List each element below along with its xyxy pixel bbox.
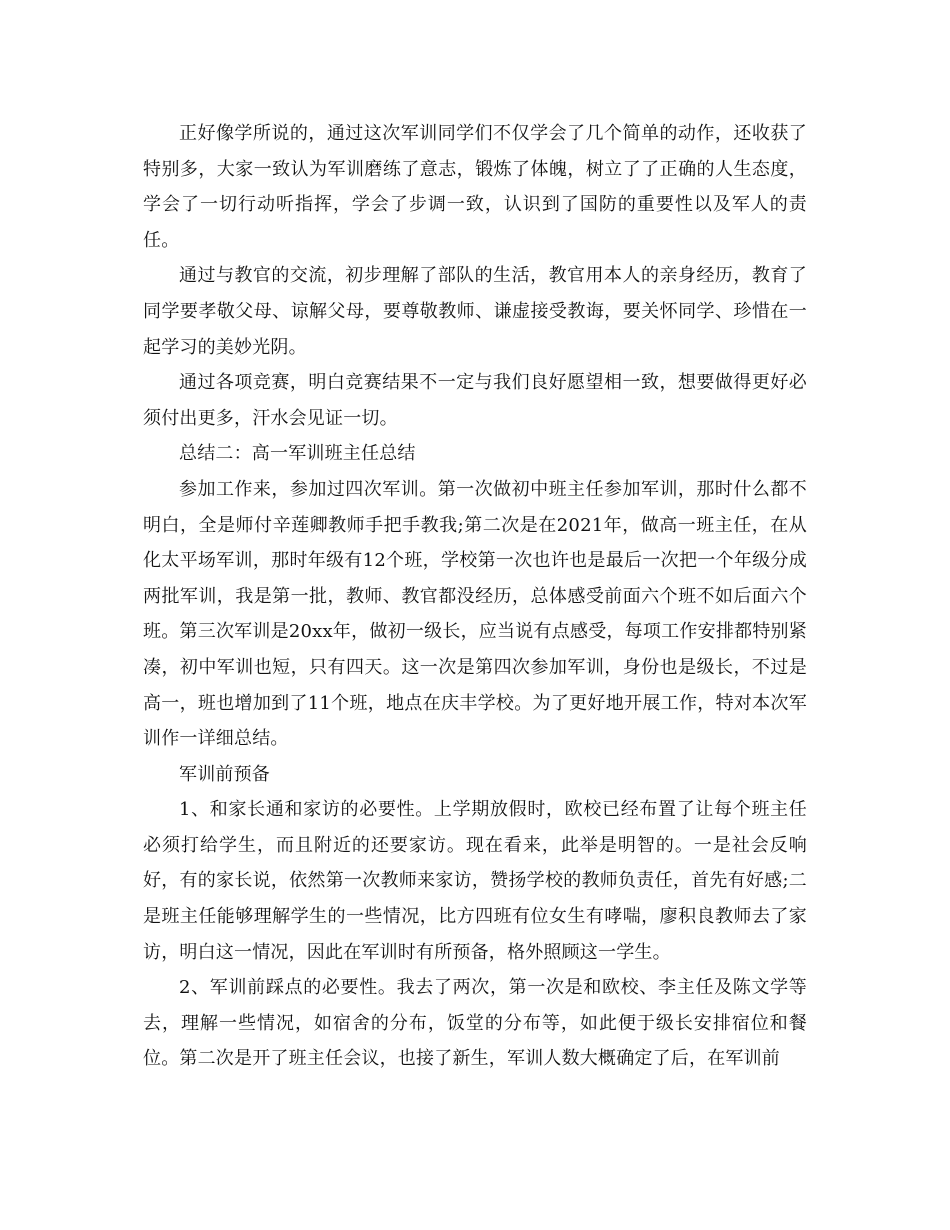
section-heading-summary-two: 总结二：高一军训班主任总结 <box>179 443 416 465</box>
document-body <box>143 116 807 1077</box>
paragraph-military-training-gains: 正好像学所说的，通过这次军训同学们不仅学会了几个简单的动作，还收获了特别多，大家一致认为军训磨练了意志，锻炼了体魄，树立了了正确的人生态度，学会了一切行动听指挥，学会了步调一致，认识到了国防的重要性以及军人的责任。 <box>143 123 807 251</box>
paragraph-competitions: 通过各项竞赛，明白竞赛结果不一定与我们良好愿望相一致，想要做得更好必须付出更多，汗水会见证一切。 <box>143 372 807 429</box>
section-heading-preparation: 军训前预备 <box>179 763 270 785</box>
paragraph-site-survey: 2、军训前踩点的必要性。我去了两次，第一次是和欧校、李主任及陈文学等去，理解一些情况，如宿舍的分布，饭堂的分布等，如此便于级长安排宿位和餐位。第二次是开了班主任会议，也接了新生，军训人数大概确定了后，在军训前 <box>143 977 807 1070</box>
paragraph-home-visits: 1、和家长通和家访的必要性。上学期放假时，欧校已经布置了让每个班主任必须打给学生，而且附近的还要家访。现在看来，此举是明智的。一是社会反响好，有的家长说，依然第一次教师来家访，赞扬学校的教师负责任，首先有好感;二是班主任能够理解学生的一些情况，比方四班有位女生有哮喘，廖积良教师去了家访，明白这一情况，因此在军训时有所预备，格外照顾这一学生。 <box>143 799 807 963</box>
paragraph-instructor-exchange: 通过与教官的交流，初步理解了部队的生活，教官用本人的亲身经历，教育了同学要孝敬父母、谅解父母，要尊敬教师、谦虚接受教诲，要关怀同学、珍惜在一起学习的美妙光阴。 <box>143 265 807 358</box>
paragraph-four-trainings: 参加工作来，参加过四次军训。第一次做初中班主任参加军训，那时什么都不明白，全是师付辛莲卿教师手把手教我;第二次是在2021年，做高一班主任，在从化太平场军训，那时年级有12个班，学校第一次也许也是最后一次把一个年级分成两批军训，我是第一批，教师、教官都没经历，总体感受前面六个班不如后面六个班。第三次军训是20xx年，做初一级长，应当说有点感受，每项工作安排都特别紧凑，初中军训也短，只有四天。这一次是第四次参加军训，身份也是级长，不过是高一，班也增加到了11个班，地点在庆丰学校。为了更好地开展工作，特对本次军训作一详细总结。 <box>143 478 807 750</box>
